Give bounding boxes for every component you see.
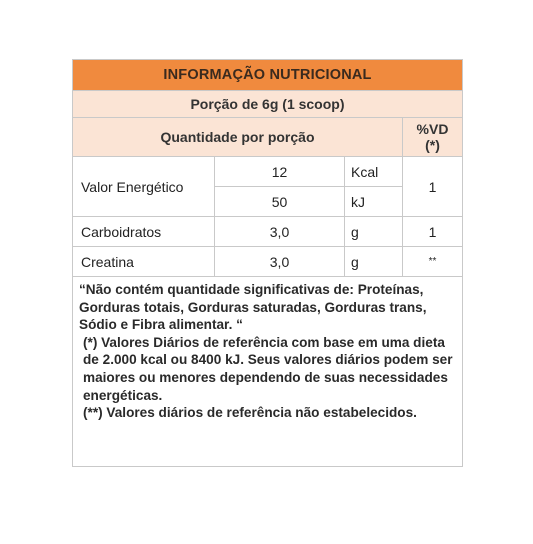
- nutrition-facts-table: [72, 59, 463, 467]
- vd-header-line1: %VD: [416, 121, 449, 137]
- nutrient-unit: g: [345, 217, 403, 247]
- table-title: INFORMAÇÃO NUTRICIONAL: [73, 60, 463, 91]
- footnote-not-significant: “Não contém quantidade significativas de: Proteínas, Gorduras totais, Gorduras saturadas, Gorduras trans, Sódio e Fibra alimentar. “: [79, 282, 427, 333]
- table-row-energy-kcal: [73, 157, 463, 187]
- title-row: [73, 60, 463, 91]
- table-row-creatine: [73, 247, 463, 277]
- footnotes: [73, 277, 463, 467]
- nutrient-name: Carboidratos: [73, 217, 215, 247]
- header-row: [73, 118, 463, 157]
- nutrient-vd: 1: [403, 217, 463, 247]
- nutrient-value: 3,0: [215, 217, 345, 247]
- footnotes-row: [73, 277, 463, 467]
- nutrient-unit: kJ: [345, 187, 403, 217]
- nutrient-name: Creatina: [73, 247, 215, 277]
- portion-size: Porção de 6g (1 scoop): [73, 91, 463, 118]
- vd-header: [403, 118, 463, 157]
- footnote-daily-values: (*) Valores Diários de referência com base em uma dieta de 2.000 kcal ou 8400 kJ. Seus valores diários podem ser maiores ou menores dependendo de suas necessidades energéticas.: [83, 334, 453, 403]
- nutrient-unit: g: [345, 247, 403, 277]
- portion-row: [73, 91, 463, 118]
- table-row-carbs: [73, 217, 463, 247]
- nutrient-value: 12: [215, 157, 345, 187]
- nutrient-value: 50: [215, 187, 345, 217]
- nutrient-vd: **: [403, 247, 463, 277]
- nutrient-name: Valor Energético: [73, 157, 215, 217]
- nutrient-unit: Kcal: [345, 157, 403, 187]
- vd-header-line2: (*): [425, 137, 440, 153]
- nutrient-value: 3,0: [215, 247, 345, 277]
- quantity-header: Quantidade por porção: [73, 118, 403, 157]
- footnote-not-established: (**) Valores diários de referência não estabelecidos.: [83, 405, 417, 421]
- nutrient-vd: 1: [403, 157, 463, 217]
